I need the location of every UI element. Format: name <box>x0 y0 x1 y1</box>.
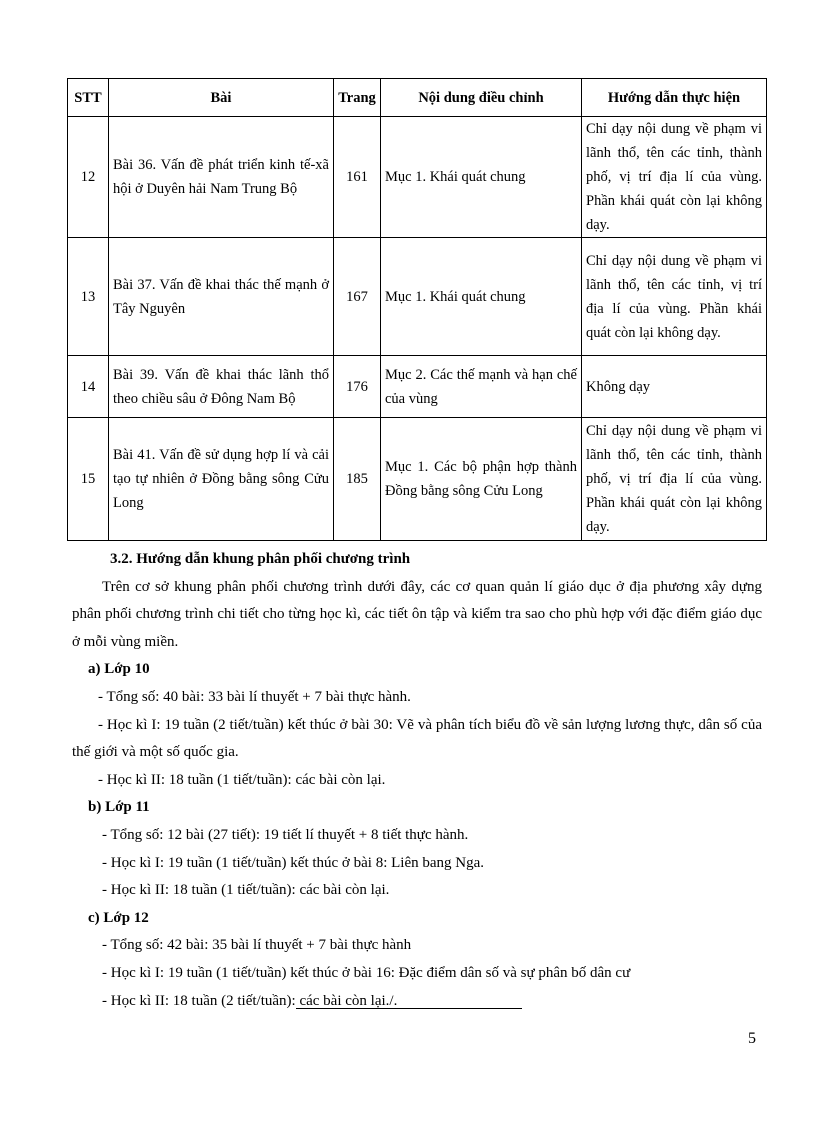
page-number: 5 <box>748 1030 756 1047</box>
cell-stt: 12 <box>68 117 109 238</box>
cell-bai: Bài 39. Vấn đề khai thác lãnh thổ theo chiều sâu ở Đông Nam Bộ <box>109 356 334 418</box>
cell-huong-dan: Chỉ dạy nội dung về phạm vi lãnh thổ, tên các tỉnh, vị trí địa lí của vùng. Phần khái quát còn lại không dạy. <box>582 238 767 356</box>
grade-10-total: - Tổng số: 40 bài: 33 bài lí thuyết + 7 bài thực hành. <box>98 688 411 705</box>
cell-noi-dung: Mục 1. Khái quát chung <box>381 238 582 356</box>
cell-noi-dung: Mục 2. Các thế mạnh và hạn chế của vùng <box>381 356 582 418</box>
cell-bai: Bài 41. Vấn đề sử dụng hợp lí và cải tạo tự nhiên ở Đồng bằng sông Cửu Long <box>109 418 334 541</box>
table-row <box>68 418 767 541</box>
table-header-row <box>68 79 767 117</box>
grade-12-heading: c) Lớp 12 <box>88 909 149 926</box>
grade-12-total: - Tổng số: 42 bài: 35 bài lí thuyết + 7 bài thực hành <box>102 937 412 954</box>
table-row <box>68 238 767 356</box>
cell-bai: Bài 36. Vấn đề phát triển kinh tế-xã hội ở Duyên hải Nam Trung Bộ <box>109 117 334 238</box>
cell-trang: 167 <box>334 238 381 356</box>
cell-trang: 176 <box>334 356 381 418</box>
cell-trang: 161 <box>334 117 381 238</box>
header-noi-dung: Nội dung điều chỉnh <box>381 79 582 117</box>
grade-11-semester-2: - Học kì II: 18 tuần (1 tiết/tuần): các bài còn lại. <box>102 882 390 899</box>
cell-huong-dan: Không dạy <box>582 356 767 418</box>
grade-11-heading: b) Lớp 11 <box>88 799 150 816</box>
grade-10-heading: a) Lớp 10 <box>88 661 150 678</box>
section-title: 3.2. Hướng dẫn khung phân phối chương trình <box>110 551 411 567</box>
header-huong-dan: Hướng dẫn thực hiện <box>582 79 767 117</box>
header-trang: Trang <box>334 79 381 117</box>
grade-12-semester-1: - Học kì I: 19 tuần (1 tiết/tuần) kết thúc ở bài 16: Đặc điểm dân số và sự phân bố dân cư <box>102 964 631 981</box>
section-intro: Trên cơ sở khung phân phối chương trình dưới đây, các cơ quan quản lí giáo dục ở địa phương xây dựng phân phối chương trình chi tiết cho từng học kì, các tiết ôn tập và kiểm tra sao cho phù hợp với đặc điểm giáo dục ở mỗi vùng miền. <box>72 578 762 650</box>
grade-10-semester-1: - Học kì I: 19 tuần (2 tiết/tuần) kết thúc ở bài 30: Vẽ và phân tích biểu đồ về sản lượng lương thực, dân số của thế giới và một số quốc gia. <box>72 716 762 761</box>
grade-11-total: - Tổng số: 12 bài (27 tiết): 19 tiết lí thuyết + 8 tiết thực hành. <box>102 826 469 843</box>
grade-12-semester-2: - Học kì II: 18 tuần (2 tiết/tuần): các bài còn lại./. <box>102 992 398 1009</box>
cell-noi-dung: Mục 1. Khái quát chung <box>381 117 582 238</box>
closing-divider <box>296 1008 522 1009</box>
adjustment-table <box>67 78 767 541</box>
grade-11-semester-1: - Học kì I: 19 tuần (1 tiết/tuần) kết thúc ở bài 8: Liên bang Nga. <box>102 854 484 871</box>
cell-trang: 185 <box>334 418 381 541</box>
table-row <box>68 117 767 238</box>
cell-huong-dan: Chỉ dạy nội dung về phạm vi lãnh thổ, tên các tỉnh, thành phố, vị trí địa lí của vùng. Phần khái quát còn lại không dạy. <box>582 418 767 541</box>
header-stt: STT <box>68 79 109 117</box>
distribution-section <box>72 546 762 1015</box>
cell-stt: 14 <box>68 356 109 418</box>
cell-stt: 15 <box>68 418 109 541</box>
cell-bai: Bài 37. Vấn đề khai thác thế mạnh ở Tây Nguyên <box>109 238 334 356</box>
cell-stt: 13 <box>68 238 109 356</box>
cell-huong-dan: Chỉ dạy nội dung về phạm vi lãnh thổ, tên các tỉnh, thành phố, vị trí địa lí của vùng. Phần khái quát còn lại không dạy. <box>582 117 767 238</box>
grade-10-semester-2: - Học kì II: 18 tuần (1 tiết/tuần): các bài còn lại. <box>98 771 386 788</box>
header-bai: Bài <box>109 79 334 117</box>
cell-noi-dung: Mục 1. Các bộ phận hợp thành Đồng bằng sông Cửu Long <box>381 418 582 541</box>
table-row <box>68 356 767 418</box>
